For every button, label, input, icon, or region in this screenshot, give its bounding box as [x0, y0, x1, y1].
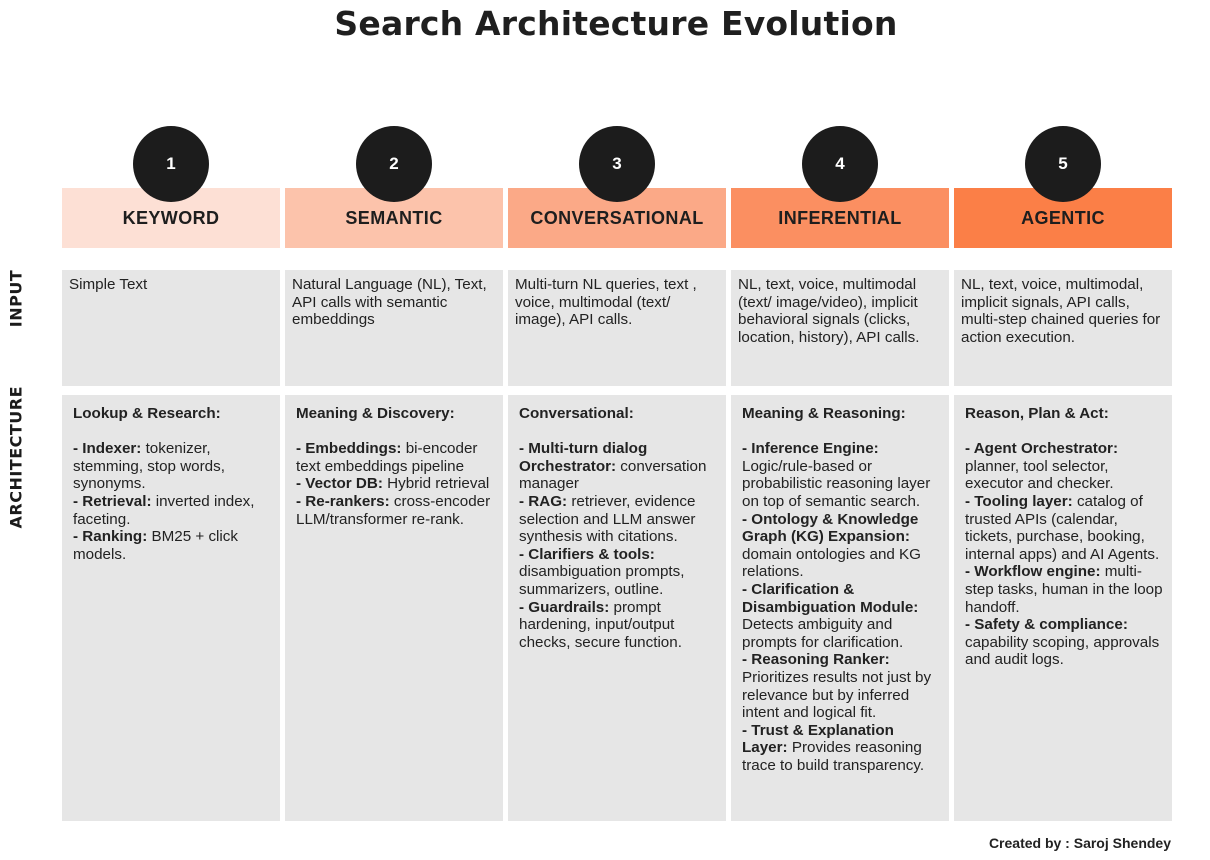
architecture-item-label: - Ranking:	[73, 528, 148, 546]
architecture-item	[742, 581, 943, 651]
architecture-item	[73, 528, 274, 563]
architecture-item	[742, 440, 943, 510]
architecture-item-label: - Inference Engine:	[742, 440, 879, 458]
architecture-item-text: Logic/rule-based or probabilistic reasoning layer on top of semantic search.	[742, 457, 931, 510]
architecture-item	[519, 493, 720, 546]
architecture-item-label: - Reasoning Ranker:	[742, 651, 890, 669]
input-cell: NL, text, voice, multimodal, implicit signals, API calls, multi-step chained queries for action execution.	[954, 270, 1172, 386]
architecture-item	[965, 493, 1166, 563]
architecture-item-text: disambiguation prompts, summarizers, outline.	[519, 563, 685, 598]
architecture-item-label: - RAG:	[519, 492, 568, 510]
row-label-input: INPUT	[6, 269, 26, 328]
architecture-item-text: cross-encoder LLM/transformer re-rank.	[296, 492, 491, 528]
architecture-item	[742, 651, 943, 721]
input-cell: Simple Text	[62, 270, 280, 386]
architecture-item-label: - Retrieval:	[73, 492, 152, 510]
stage-number-badge: 3	[579, 126, 655, 202]
architecture-cell	[731, 395, 949, 821]
architecture-item-text: domain ontologies and KG relations.	[742, 545, 921, 581]
input-cell: NL, text, voice, multimodal (text/ image/video), implicit behavioral signals (clicks, location, history), API calls.	[731, 270, 949, 386]
architecture-item-label: - Safety & compliance:	[965, 616, 1128, 634]
architecture-item-text: capability scoping, approvals and audit logs.	[965, 633, 1160, 669]
architecture-item	[296, 440, 497, 475]
architecture-item-label: - Agent Orchestrator:	[965, 440, 1119, 458]
stage-number-badge: 1	[133, 126, 209, 202]
architecture-heading: Meaning & Reasoning:	[742, 405, 906, 422]
stage-header-keyword: KEYWORD	[62, 188, 280, 248]
architecture-item-text: Prioritizes results not just by relevance but by inferred intent and logical fit.	[742, 668, 932, 722]
stage-number-badge: 5	[1025, 126, 1101, 202]
stage-header-agentic: AGENTIC	[954, 188, 1172, 248]
architecture-item-label: - Workflow engine:	[965, 563, 1101, 581]
architecture-item-text: multi-step tasks, human in the loop handoff.	[965, 563, 1163, 616]
architecture-item-label: - Tooling layer:	[965, 492, 1073, 510]
architecture-heading: Meaning & Discovery:	[296, 405, 455, 422]
architecture-item	[519, 440, 720, 493]
architecture-item-label: - Clarifiers & tools:	[519, 545, 655, 563]
architecture-item-text: prompt hardening, input/output checks, secure function.	[519, 598, 682, 651]
architecture-item-label: - Re-rankers:	[296, 492, 390, 510]
architecture-item-text: conversation manager	[519, 457, 707, 493]
architecture-item	[73, 493, 274, 528]
architecture-item-label: - Vector DB:	[296, 475, 383, 493]
architecture-item	[296, 475, 497, 493]
architecture-heading: Reason, Plan & Act:	[965, 405, 1109, 422]
architecture-cell	[954, 395, 1172, 821]
architecture-item	[73, 440, 274, 493]
architecture-item-text: inverted index, faceting.	[73, 492, 255, 528]
architecture-item-label: - Embeddings:	[296, 440, 402, 458]
architecture-item	[519, 599, 720, 652]
architecture-cell	[508, 395, 726, 821]
stage-header-inferential: INFERENTIAL	[731, 188, 949, 248]
architecture-item	[296, 493, 497, 528]
architecture-item-text: BM25 + click models.	[73, 528, 238, 563]
credit-text: Created by : Saroj Shendey	[988, 835, 1171, 851]
architecture-heading: Conversational:	[519, 405, 634, 422]
input-cell: Multi-turn NL queries, text , voice, multimodal (text/ image), API calls.	[508, 270, 726, 386]
architecture-item-label: - Guardrails:	[519, 598, 610, 616]
input-cell: Natural Language (NL), Text, API calls with semantic embeddings	[285, 270, 503, 386]
architecture-item-label: - Clarification & Disambiguation Module:	[742, 580, 919, 616]
architecture-item-text: catalog of trusted APIs (calendar, tickets, purchase, booking, internal apps) and AI Agents.	[965, 492, 1160, 563]
stage-number-badge: 2	[356, 126, 432, 202]
stage-header-semantic: SEMANTIC	[285, 188, 503, 248]
architecture-item-text: bi-encoder text embeddings pipeline	[296, 440, 478, 475]
architecture-item	[965, 440, 1166, 493]
architecture-item-text: Hybrid retrieval	[382, 475, 490, 493]
architecture-item	[519, 546, 720, 599]
architecture-item	[965, 563, 1166, 616]
row-label-architecture: ARCHITECTURE	[6, 385, 26, 529]
architecture-item-text: Detects ambiguity and prompts for clarification.	[742, 616, 904, 651]
architecture-item-label: - Trust & Explanation Layer:	[742, 721, 894, 757]
architecture-item-label: - Ontology & Knowledge Graph (KG) Expansion:	[742, 510, 919, 546]
architecture-item	[742, 511, 943, 581]
architecture-item-text: planner, tool selector, executor and checker.	[965, 457, 1114, 493]
architecture-item-text: Provides reasoning trace to build transparency.	[742, 739, 925, 774]
architecture-item-label: - Indexer:	[73, 440, 142, 458]
architecture-item-text: retriever, evidence selection and LLM answer synthesis with citations.	[519, 492, 696, 546]
architecture-cell	[62, 395, 280, 821]
architecture-item	[965, 616, 1166, 669]
stage-number-badge: 4	[802, 126, 878, 202]
stage-header-conversational: CONVERSATIONAL	[508, 188, 726, 248]
architecture-heading: Lookup & Research:	[73, 405, 221, 422]
architecture-item-label: - Multi-turn dialog Orchestrator:	[519, 440, 648, 475]
architecture-cell	[285, 395, 503, 821]
architecture-item	[742, 722, 943, 775]
page-title: Search Architecture Evolution	[334, 4, 898, 43]
architecture-item-text: tokenizer, stemming, stop words, synonyms.	[73, 440, 225, 493]
